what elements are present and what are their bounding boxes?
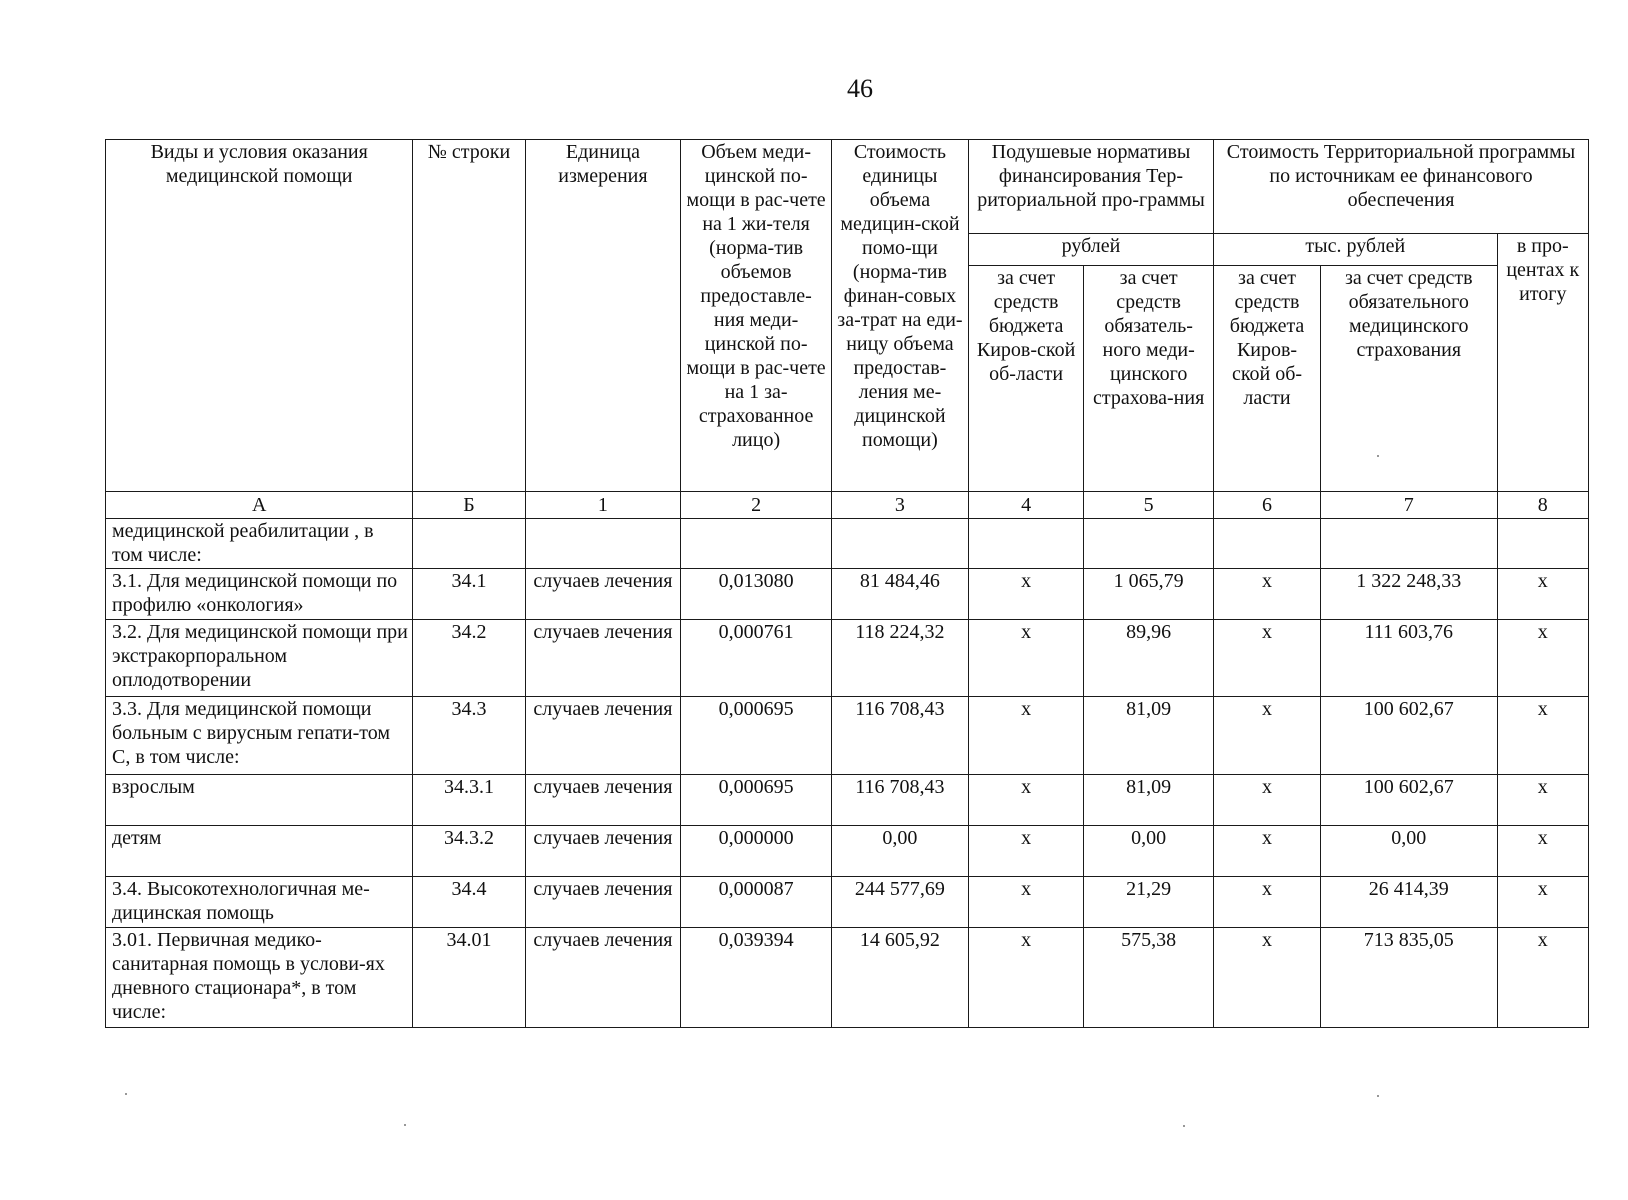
scan-speck <box>404 1124 406 1126</box>
row-col8: х <box>1497 697 1588 775</box>
row-number: 34.3 <box>413 697 525 775</box>
row-volume: 0,000695 <box>681 697 832 775</box>
table-row <box>106 697 1589 775</box>
row-name: 3.4. Высокотехнологичная ме-дицинская помощь <box>106 877 413 928</box>
row-col4: х <box>968 928 1083 1028</box>
index-cell: 1 <box>525 492 681 519</box>
row-name: 3.3. Для медицинской помощи больным с вирусным гепати-том С, в том числе: <box>106 697 413 775</box>
financing-table <box>105 139 1589 1028</box>
row-unit: случаев лечения <box>525 877 681 928</box>
row-unit: случаев лечения <box>525 697 681 775</box>
row-cost: 14 605,92 <box>831 928 968 1028</box>
row-col7: 1 322 248,33 <box>1321 569 1498 620</box>
row-col7: 100 602,67 <box>1321 775 1498 826</box>
row-number: 34.3.2 <box>413 826 525 877</box>
row-col8: х <box>1497 775 1588 826</box>
row-col6: х <box>1214 928 1321 1028</box>
row-unit <box>525 519 681 569</box>
row-number: 34.4 <box>413 877 525 928</box>
index-row <box>106 492 1589 519</box>
row-name: медицинской реабилитации , в том числе: <box>106 519 413 569</box>
table-row <box>106 928 1589 1028</box>
row-cost <box>831 519 968 569</box>
header-types: Виды и условия оказания медицинской помощи <box>106 140 413 492</box>
row-cost: 81 484,46 <box>831 569 968 620</box>
header-per-capita-group: Подушевые нормативы финансирования Тер-риториальной про-граммы <box>968 140 1213 234</box>
row-col5: 89,96 <box>1084 620 1214 697</box>
row-col6: х <box>1214 569 1321 620</box>
index-cell: 3 <box>831 492 968 519</box>
row-cost: 116 708,43 <box>831 697 968 775</box>
row-col6 <box>1214 519 1321 569</box>
header-percent: в про-центах к итогу <box>1497 234 1588 492</box>
row-col4: х <box>968 826 1083 877</box>
row-col8: х <box>1497 826 1588 877</box>
row-name: взрослым <box>106 775 413 826</box>
row-volume: 0,000000 <box>681 826 832 877</box>
index-cell: 5 <box>1084 492 1214 519</box>
row-col7: 26 414,39 <box>1321 877 1498 928</box>
row-col8: х <box>1497 928 1588 1028</box>
row-col5: 1 065,79 <box>1084 569 1214 620</box>
row-unit: случаев лечения <box>525 928 681 1028</box>
index-cell: А <box>106 492 413 519</box>
header-budget-4: за счет средств бюджета Киров-ской об-ласти <box>968 266 1083 492</box>
header-row-1 <box>106 140 1589 234</box>
row-name: 3.01. Первичная медико-санитарная помощь в услови-ях дневного стационара*, в том числе: <box>106 928 413 1028</box>
table-row <box>106 877 1589 928</box>
index-cell: 2 <box>681 492 832 519</box>
row-volume: 0,000087 <box>681 877 832 928</box>
table-row <box>106 775 1589 826</box>
row-col4: х <box>968 620 1083 697</box>
row-col6: х <box>1214 877 1321 928</box>
header-unit-rubles: рублей <box>968 234 1213 266</box>
row-col8: х <box>1497 620 1588 697</box>
row-col7 <box>1321 519 1498 569</box>
row-volume: 0,000761 <box>681 620 832 697</box>
header-budget-6: за счет средств бюджета Киров-ской об-ласти <box>1214 266 1321 492</box>
table-row <box>106 826 1589 877</box>
row-col8: х <box>1497 569 1588 620</box>
row-number: 34.2 <box>413 620 525 697</box>
row-col5: 81,09 <box>1084 697 1214 775</box>
header-cost-unit: Стоимость единицы объема медицин-ской помо-щи (норма-тив финан-совых за-трат на еди-ницу объема предостав-ления ме-дицинской помощи) <box>831 140 968 492</box>
header-oms-7: за счет средств обязательного медицинского страхования <box>1321 266 1498 492</box>
row-number: 34.1 <box>413 569 525 620</box>
index-cell: 6 <box>1214 492 1321 519</box>
row-col8: х <box>1497 877 1588 928</box>
row-col4: х <box>968 697 1083 775</box>
scan-speck <box>1377 1095 1379 1097</box>
header-oms-5: за счет средств обязатель-ного меди-цинского страхова-ния <box>1084 266 1214 492</box>
index-cell: 4 <box>968 492 1083 519</box>
header-unit-thousand-rubles: тыс. рублей <box>1214 234 1497 266</box>
header-volume: Объем меди-цинской по-мощи в рас-чете на 1 жи-теля (норма-тив объемов предоставле-ния меди-цинской по-мощи в рас-чете на 1 за-страхованное лицо) <box>681 140 832 492</box>
row-col4: х <box>968 569 1083 620</box>
table-row <box>106 569 1589 620</box>
index-cell: Б <box>413 492 525 519</box>
row-col4: х <box>968 877 1083 928</box>
row-name: 3.2. Для медицинской помощи при экстракорпоральном оплодотворении <box>106 620 413 697</box>
header-row-no: № строки <box>413 140 525 492</box>
scan-speck <box>125 1093 127 1095</box>
row-unit: случаев лечения <box>525 826 681 877</box>
row-col5: 575,38 <box>1084 928 1214 1028</box>
row-volume: 0,000695 <box>681 775 832 826</box>
scan-speck <box>1377 455 1379 457</box>
scan-speck <box>1183 1125 1185 1127</box>
row-volume: 0,039394 <box>681 928 832 1028</box>
row-number <box>413 519 525 569</box>
table-row <box>106 620 1589 697</box>
row-name: 3.1. Для медицинской помощи по профилю «онкология» <box>106 569 413 620</box>
row-col7: 0,00 <box>1321 826 1498 877</box>
row-cost: 118 224,32 <box>831 620 968 697</box>
row-number: 34.3.1 <box>413 775 525 826</box>
row-col8 <box>1497 519 1588 569</box>
row-cost: 0,00 <box>831 826 968 877</box>
row-unit: случаев лечения <box>525 620 681 697</box>
row-volume: 0,013080 <box>681 569 832 620</box>
row-col6: х <box>1214 775 1321 826</box>
row-col7: 713 835,05 <box>1321 928 1498 1028</box>
row-col7: 100 602,67 <box>1321 697 1498 775</box>
row-unit: случаев лечения <box>525 775 681 826</box>
row-col6: х <box>1214 826 1321 877</box>
row-cost: 116 708,43 <box>831 775 968 826</box>
row-number: 34.01 <box>413 928 525 1028</box>
index-cell: 8 <box>1497 492 1588 519</box>
row-col6: х <box>1214 620 1321 697</box>
table-row <box>106 519 1589 569</box>
row-col5 <box>1084 519 1214 569</box>
row-volume <box>681 519 832 569</box>
header-program-cost-group: Стоимость Территориальной программы по источникам ее финансового обеспечения <box>1214 140 1589 234</box>
row-col5: 0,00 <box>1084 826 1214 877</box>
index-cell: 7 <box>1321 492 1498 519</box>
row-col6: х <box>1214 697 1321 775</box>
header-unit: Единица измерения <box>525 140 681 492</box>
row-unit: случаев лечения <box>525 569 681 620</box>
row-name: детям <box>106 826 413 877</box>
page-number: 46 <box>847 74 873 103</box>
row-col4 <box>968 519 1083 569</box>
row-col5: 81,09 <box>1084 775 1214 826</box>
row-col7: 111 603,76 <box>1321 620 1498 697</box>
row-col4: х <box>968 775 1083 826</box>
row-cost: 244 577,69 <box>831 877 968 928</box>
row-col5: 21,29 <box>1084 877 1214 928</box>
